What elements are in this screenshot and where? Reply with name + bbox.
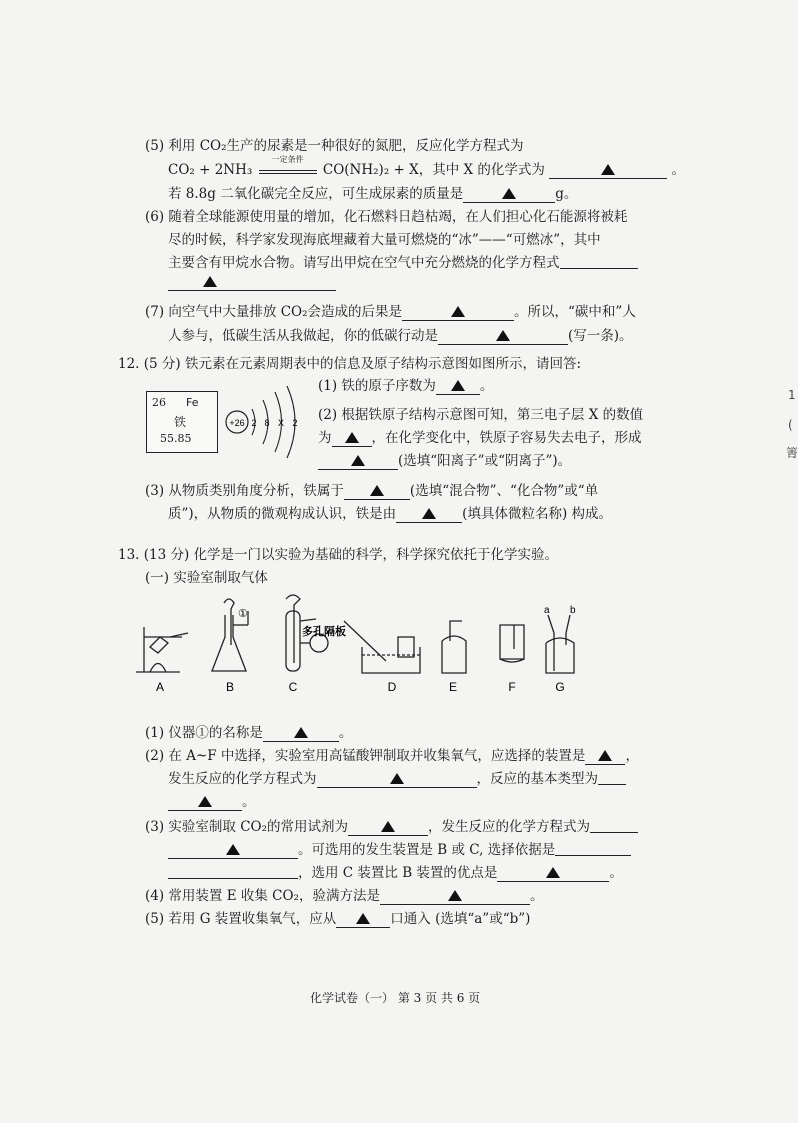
text: ， bbox=[625, 748, 639, 764]
answer-blank[interactable] bbox=[560, 254, 638, 269]
answer-blank[interactable] bbox=[263, 727, 339, 742]
answer-blank[interactable] bbox=[168, 844, 298, 859]
q12-s1 bbox=[318, 374, 493, 395]
label-port-a: a bbox=[544, 605, 550, 616]
answer-blank[interactable] bbox=[317, 773, 477, 788]
page-footer: 化学试卷（一） 第 3 页 共 6 页 bbox=[310, 991, 481, 1005]
triangle-icon bbox=[294, 727, 308, 738]
q13-s4 bbox=[145, 884, 543, 905]
text: (2) 在 A~F 中选择，实验室用高锰酸钾制取并收集氧气，应选择的装置是 bbox=[145, 748, 586, 764]
answer-blank[interactable] bbox=[585, 750, 625, 765]
text: (选填“阳离子”或“阴离子”)。 bbox=[398, 453, 572, 469]
triangle-icon bbox=[351, 455, 365, 466]
label-a: A bbox=[155, 680, 165, 694]
q12-heading: 12. (5 分) 铁元素在元素周期表中的信息及原子结构示意图如图所示，请回答: bbox=[118, 356, 582, 372]
q11-p6-line2: 尽的时候，科学家发现海底埋藏着大量可燃烧的“冰”——“可燃冰”，其中 bbox=[168, 232, 601, 248]
shell-count-3: X bbox=[277, 418, 285, 428]
answer-blank[interactable] bbox=[590, 818, 638, 833]
edge-mark-3: 箐 bbox=[786, 446, 798, 460]
answer-blank[interactable] bbox=[168, 796, 242, 811]
text: (写一条)。 bbox=[568, 328, 633, 344]
answer-blank[interactable] bbox=[168, 276, 336, 291]
shell-count-1: 2 bbox=[251, 418, 257, 428]
triangle-icon bbox=[345, 432, 359, 443]
triangle-icon bbox=[451, 380, 465, 391]
eq-arrow bbox=[259, 155, 317, 174]
q12-s3-line2 bbox=[168, 502, 612, 523]
label-port-b: b bbox=[570, 605, 576, 616]
q11-p5-equation: CO₂ + 2NH₃ 一定条件 CO(NH₂)₂ + X，其中 X 的化学式为 。 bbox=[168, 155, 686, 178]
q11-p6-line4 bbox=[168, 274, 336, 291]
triangle-icon bbox=[226, 844, 240, 855]
shell-count-4: 2 bbox=[292, 418, 298, 428]
text: 口通入 (选填“a”或“b”) bbox=[390, 911, 531, 927]
q13-s1 bbox=[145, 721, 352, 742]
label-d: D bbox=[387, 680, 397, 694]
answer-blank[interactable] bbox=[436, 380, 480, 395]
text: 。所以，“碳中和”人 bbox=[514, 304, 636, 320]
q13-s2-line2 bbox=[168, 767, 626, 788]
text: 。 bbox=[338, 725, 353, 741]
text: 为 bbox=[318, 430, 332, 446]
triangle-icon bbox=[381, 821, 395, 832]
answer-blank[interactable] bbox=[348, 821, 428, 836]
text: ，发生反应的化学方程式为 bbox=[428, 819, 591, 835]
element-symbol: Fe bbox=[186, 396, 199, 409]
text: 发生反应的化学方程式为 bbox=[168, 771, 317, 787]
text: 质”)，从物质的微观构成认识，铁是由 bbox=[168, 506, 397, 522]
answer-blank[interactable] bbox=[318, 455, 398, 470]
apparatus-e-bottle bbox=[442, 621, 466, 673]
atomic-mass: 55.85 bbox=[160, 432, 192, 445]
text: 若 8.8g 二氧化碳完全反应，可生成尿素的质量是 bbox=[168, 186, 464, 202]
eq-right: CO(NH₂)₂ + X，其中 X 的化学式为 bbox=[322, 162, 545, 178]
triangle-icon bbox=[598, 750, 612, 761]
q12-s3-line1 bbox=[145, 479, 598, 500]
triangle-icon bbox=[390, 773, 404, 784]
label-porous-plate: 多孔隔板 bbox=[302, 626, 346, 638]
atomic-structure-diagram bbox=[222, 382, 314, 462]
shell-count-2: 8 bbox=[264, 418, 270, 428]
edge-mark-2: ( bbox=[788, 418, 793, 432]
edge-mark-1: 1 bbox=[788, 388, 796, 402]
answer-blank[interactable] bbox=[549, 164, 667, 179]
q13-s5 bbox=[145, 907, 530, 928]
text: (7) 向空气中大量排放 CO₂会造成的后果是 bbox=[145, 304, 403, 320]
text: 人参与，低碳生活从我做起，你的低碳行动是 bbox=[168, 328, 438, 344]
q11-p7-line2 bbox=[168, 324, 633, 345]
apparatus-g-bottle bbox=[546, 615, 574, 673]
lab-apparatus-figure bbox=[130, 585, 590, 697]
q12-s2-line1: (2) 根据铁原子结构示意图可知，第三电子层 X 的数值 bbox=[318, 407, 644, 423]
triangle-icon bbox=[546, 867, 560, 878]
apparatus-f-bottle bbox=[500, 625, 524, 662]
text: (1) 仪器①的名称是 bbox=[145, 725, 263, 741]
label-c: C bbox=[288, 680, 298, 694]
text: 。 bbox=[529, 888, 544, 904]
text: ，选用 C 装置比 B 装置的优点是 bbox=[298, 865, 498, 881]
q11-p7-line1 bbox=[145, 300, 636, 321]
triangle-icon bbox=[451, 306, 465, 317]
eq-left: CO₂ + 2NH₃ bbox=[168, 162, 253, 178]
answer-blank[interactable] bbox=[168, 864, 298, 879]
answer-blank[interactable] bbox=[336, 913, 390, 928]
q13-s3-line1 bbox=[145, 815, 638, 836]
apparatus-d-water-trough bbox=[344, 621, 420, 673]
text: (1) 铁的原子序数为 bbox=[318, 378, 436, 394]
answer-blank[interactable] bbox=[396, 508, 462, 523]
triangle-icon bbox=[502, 188, 516, 199]
label-f: F bbox=[508, 680, 516, 694]
text: (4) 常用装置 E 收集 CO₂，验满方法是 bbox=[145, 888, 380, 904]
text: (填具体微粒名称) 构成。 bbox=[462, 506, 612, 522]
triangle-icon bbox=[422, 508, 436, 519]
text: (3) 从物质类别角度分析，铁属于 bbox=[145, 483, 344, 499]
text: (选填“混合物”、“化合物”或“单 bbox=[409, 483, 599, 499]
label-g: G bbox=[555, 680, 565, 694]
answer-blank[interactable] bbox=[438, 330, 568, 345]
label-e: E bbox=[448, 680, 458, 694]
triangle-icon bbox=[496, 330, 510, 341]
q13-s2-line3 bbox=[168, 790, 256, 811]
periodic-table-cell bbox=[146, 391, 218, 453]
answer-blank[interactable] bbox=[497, 867, 609, 882]
answer-blank[interactable] bbox=[463, 188, 555, 203]
nucleus-label: +26 bbox=[229, 418, 245, 428]
triangle-icon bbox=[448, 890, 462, 901]
triangle-icon bbox=[356, 913, 370, 924]
q13-s3-line2 bbox=[168, 838, 631, 859]
text: 主要含有甲烷水合物。请写出甲烷在空气中充分燃烧的化学方程式 bbox=[168, 255, 560, 271]
label-instrument-1: ① bbox=[238, 608, 248, 620]
q13-heading: 13. (13 分) 化学是一门以实验为基础的科学，科学探究依托于化学实验。 bbox=[118, 547, 559, 563]
text: 。 bbox=[242, 794, 256, 810]
q13-part1-title: (一) 实验室制取气体 bbox=[145, 570, 268, 586]
triangle-icon bbox=[203, 276, 217, 287]
text: 。 bbox=[609, 865, 623, 881]
text: (3) 实验室制取 CO₂的常用试剂为 bbox=[145, 819, 349, 835]
triangle-icon bbox=[198, 796, 212, 807]
q11-p6-line3 bbox=[168, 251, 638, 271]
answer-blank[interactable] bbox=[380, 890, 530, 905]
answer-blank[interactable] bbox=[598, 770, 626, 785]
apparatus-a-heating bbox=[136, 627, 188, 672]
eq-condition: 一定条件 bbox=[271, 155, 304, 164]
triangle-icon bbox=[370, 485, 384, 496]
q12-s2-line2 bbox=[318, 426, 642, 447]
q11-p5-line3 bbox=[168, 182, 577, 203]
text: g。 bbox=[555, 186, 578, 202]
label-b: B bbox=[225, 680, 235, 694]
answer-blank[interactable] bbox=[332, 432, 372, 447]
q11-p6-line1: (6) 随着全球能源使用量的增加，化石燃料日趋枯竭，在人们担心化石能源将被耗 bbox=[145, 209, 628, 225]
atomic-number: 26 bbox=[152, 396, 166, 409]
text: 。 bbox=[479, 378, 494, 394]
q12-s2-line3 bbox=[318, 449, 571, 470]
element-name: 铁 bbox=[174, 415, 187, 429]
answer-blank[interactable] bbox=[555, 841, 631, 856]
text: ，反应的基本类型为 bbox=[476, 771, 598, 787]
text: (5) 若用 G 装置收集氧气，应从 bbox=[145, 911, 337, 927]
answer-blank[interactable] bbox=[402, 306, 514, 321]
q13-s3-line3 bbox=[168, 861, 623, 882]
q11-p5-line1: (5) 利用 CO₂生产的尿素是一种很好的氮肥，反应化学方程式为 bbox=[145, 138, 524, 154]
triangle-icon bbox=[601, 164, 615, 175]
text: 。可选用的发生装置是 B 或 C, 选择依据是 bbox=[298, 842, 556, 858]
answer-blank[interactable] bbox=[344, 485, 410, 500]
text: ，在化学变化中，铁原子容易失去电子，形成 bbox=[371, 430, 642, 446]
q13-s2-line1 bbox=[145, 744, 639, 765]
